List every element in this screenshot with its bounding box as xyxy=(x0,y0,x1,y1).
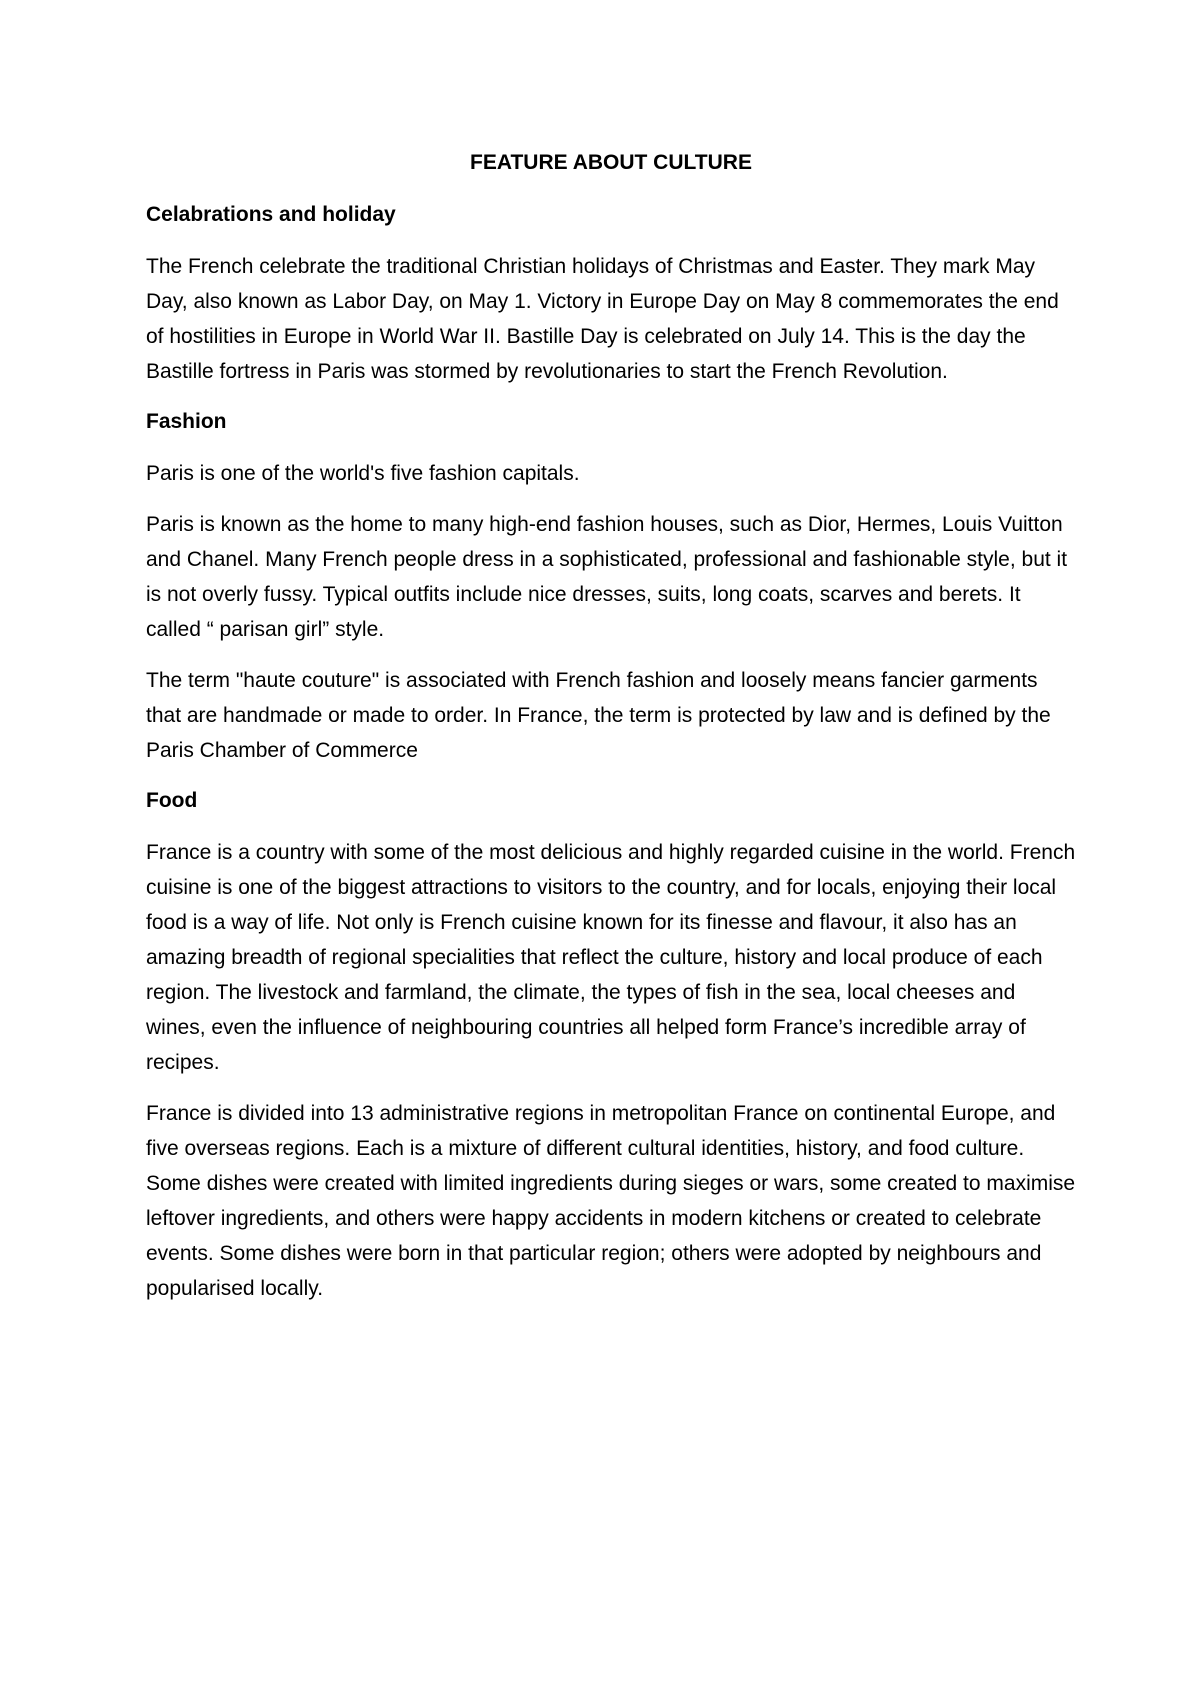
paragraph-food-cuisine: France is a country with some of the most delicious and highly regarded cuisine in the world. French cuisine is one of the biggest attractions to visitors to the country, and for locals, enjoying their local food is a way of life. Not only is French cuisine known for its finesse and flavour, it also has an amazing breadth of regional specialities that reflect the culture, history and local produce of each region. The livestock and farmland, the climate, the types of fish in the sea, local cheeses and wines, even the influence of neighbouring countries all helped form France’s incredible array of recipes. xyxy=(146,841,1076,1074)
document-title: FEATURE ABOUT CULTURE xyxy=(470,151,752,174)
section-heading-food: Food xyxy=(146,789,198,812)
paragraph-celebrations: The French celebrate the traditional Christian holidays of Christmas and Easter. They mark May Day, also known as Labor Day, on May 1. Victory in Europe Day on May 8 commemorates the end of hostilities in Europe in World War II. Bastille Day is celebrated on July 14. This is the day the Bastille fortress in Paris was stormed by revolutionaries to start the French Revolution. xyxy=(146,255,1059,383)
paragraph-haute-couture: The term "haute couture" is associated with French fashion and loosely means fancier garments that are handmade or made to order. In France, the term is protected by law and is defined by the Paris Chamber of Commerce xyxy=(146,669,1051,762)
paragraph-food-regions: France is divided into 13 administrative regions in metropolitan France on continental Europe, and five overseas regions. Each is a mixture of different cultural identities, history, and food culture. Some dishes were created with limited ingredients during sieges or wars, some created to maximise leftover ingredients, and others were happy accidents in modern kitchens or created to celebrate events. Some dishes were born in that particular region; others were adopted by neighbours and popularised locally. xyxy=(146,1102,1076,1300)
section-heading-celebrations: Celabrations and holiday xyxy=(146,203,396,226)
paragraph-fashion-capitals: Paris is one of the world's five fashion capitals. xyxy=(146,462,580,485)
document-body xyxy=(146,146,1076,1322)
paragraph-fashion-houses: Paris is known as the home to many high-end fashion houses, such as Dior, Hermes, Louis Vuitton and Chanel. Many French people dress in a sophisticated, professional and fashionable style, but it is not overly fussy. Typical outfits include nice dresses, suits, long coats, scarves and berets. It called “ parisan girl” style. xyxy=(146,513,1068,641)
section-heading-fashion: Fashion xyxy=(146,410,227,433)
